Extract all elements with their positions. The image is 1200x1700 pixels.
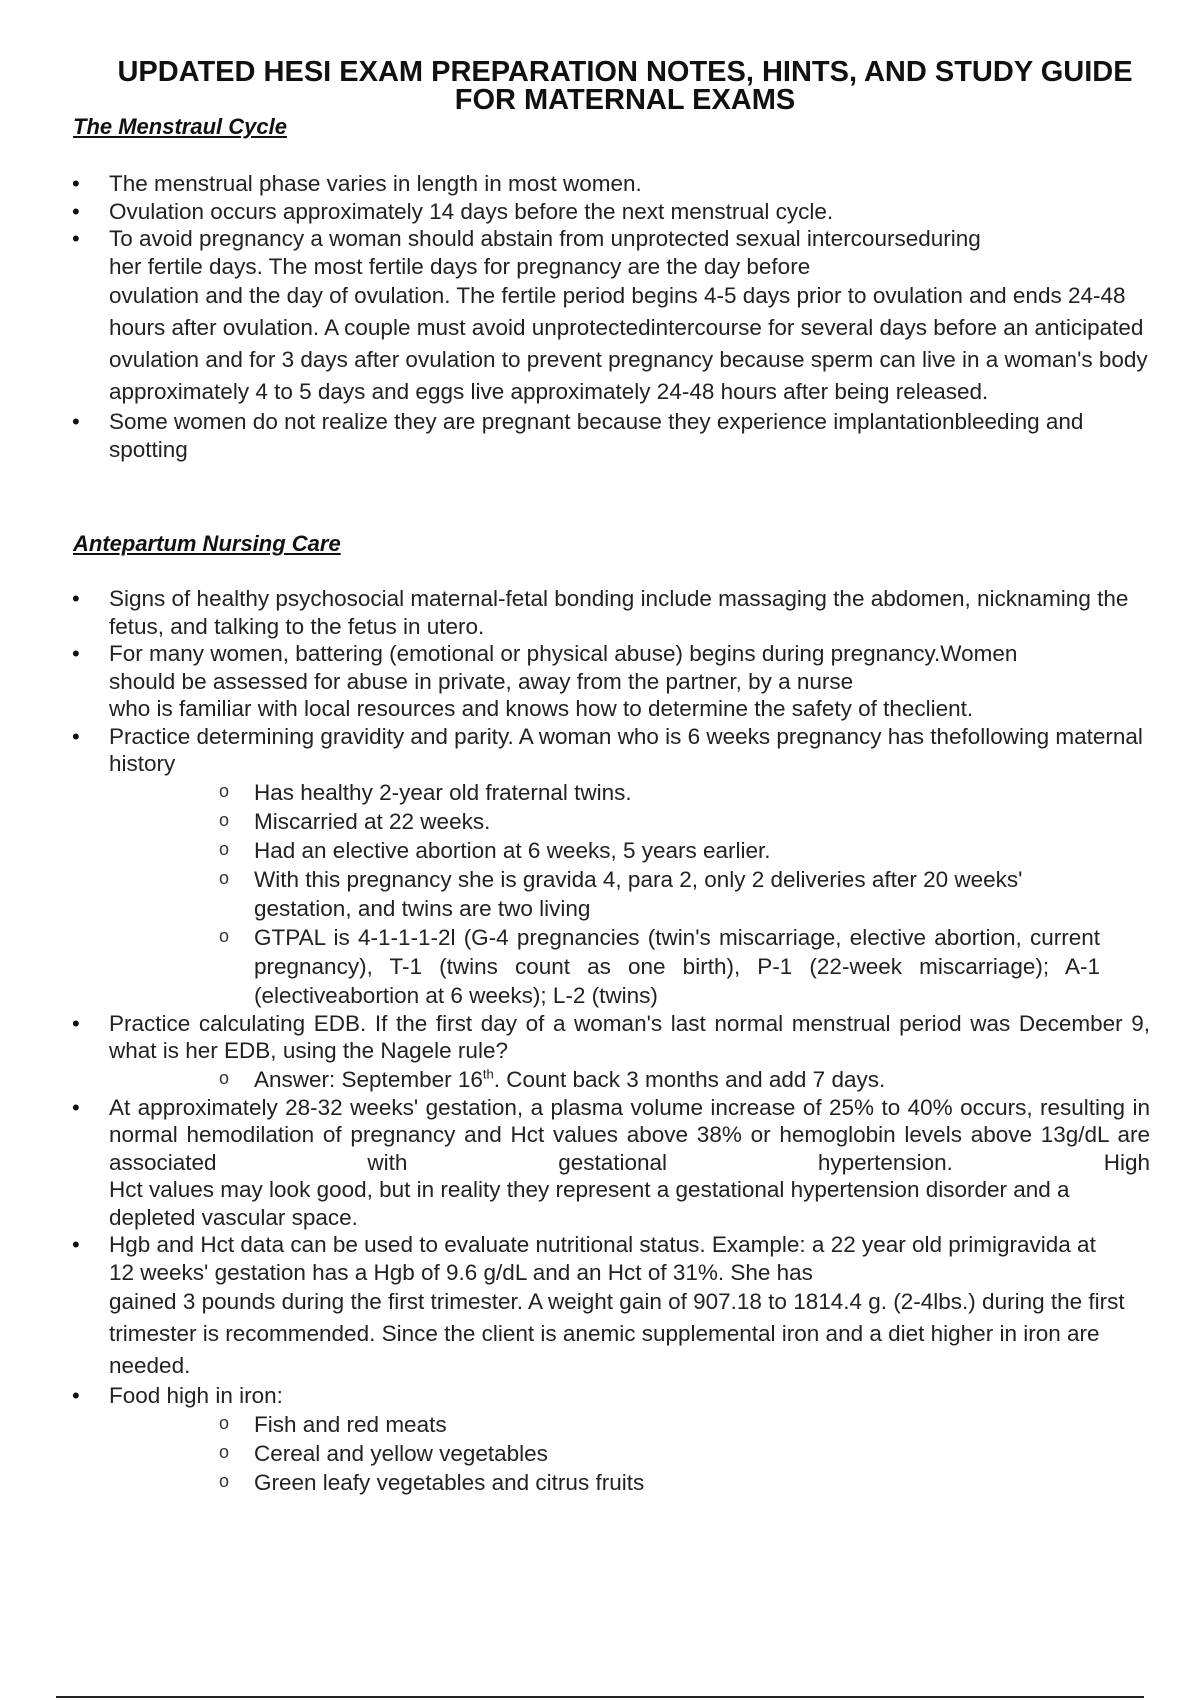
list-item [0,640,1200,723]
list-item-line: • Hgb and Hct data can be used to evaluate nutritional status. Example: a 22 year old primigravida at [109,1232,1096,1257]
list-item: • Some women do not realize they are pregnant because they experience implantationbleeding and spotting [0,408,1200,463]
list-item-text: • Practice calculating EDB. If the first day of a woman's last normal menstrual period was December 9, what is her EDB, using the Nagele rule? [109,1010,1150,1063]
list-item: • The menstrual phase varies in length in most women. [0,170,1200,198]
sub-list [109,1065,1150,1094]
sub-list-item [109,1065,1150,1094]
list-item [0,225,1200,408]
section-heading-antepartum-nursing-care: Antepartum Nursing Care [73,531,341,556]
list-item-line: • For many women, battering (emotional or physical abuse) begins during pregnancy.Women [109,641,1018,666]
list-item-line: 12 weeks' gestation has a Hgb of 9.6 g/dL and an Hct of 31%. She has [109,1259,813,1285]
sub-list-item: o With this pregnancy she is gravida 4, para 2, only 2 deliveries after 20 weeks' gestation, and twins are two living [109,865,1150,923]
menstrual-bullet-list [0,170,1200,463]
sub-list-item: o Had an elective abortion at 6 weeks, 5 years earlier. [109,836,1150,865]
sub-list [109,1410,1150,1497]
list-item-line: • To avoid pregnancy a woman should abstain from unprotected sexual intercourseduring [109,226,981,251]
list-item-text: • Food high in iron: [109,1383,283,1408]
list-item [0,1010,1200,1094]
list-item-line: ovulation and the day of ovulation. The fertile period begins 4-5 days prior to ovulation and ends 24-48 hours after ovulation. A couple must avoid unprotectedintercourse for several days before an anticipated ovulation and for 3 days after ovulation to prevent pregnancy because sperm can live in a woman's body approximately 4 to 5 days and eggs live approximately 24-48 hours after being released. [109,283,1148,404]
list-item-text: • At approximately 28-32 weeks' gestation, a plasma volume increase of 25% to 40% occurs, resulting in normal hemodilation of pregnancy and Hct values above 38% or hemoglobin levels above 13g/dL are associated with gestational hypertension. High [109,1094,1150,1175]
answer-text: Answer: September 16 [254,1066,483,1092]
list-item-line: her fertile days. The most fertile days for pregnancy are the day before [109,253,811,279]
list-item [0,723,1200,1010]
sub-list-item: o Green leafy vegetables and citrus fruits [109,1468,1150,1497]
list-item-text: • Practice determining gravidity and parity. A woman who is 6 weeks pregnancy has thefollowing maternal history [109,723,1143,776]
sub-list-item: o Cereal and yellow vegetables [109,1439,1150,1468]
list-item: • Signs of healthy psychosocial maternal-fetal bonding include massaging the abdomen, nicknaming the fetus, and talking to the fetus in utero. [0,585,1200,640]
sub-list-item: o GTPAL is 4-1-1-1-2l (G-4 pregnancies (twin's miscarriage, elective abortion, current pregnancy), T-1 (twins count as one birth), P-1 (22-week miscarriage); A-1 (electiveabortion at 6 weeks); L-2 (twins) [109,923,1150,1010]
ordinal-suffix: th [482,1066,494,1081]
answer-text: . Count back 3 months and add 7 days. [493,1066,886,1092]
antepartum-bullet-list [0,585,1200,1497]
list-item [0,1382,1200,1497]
sub-list [109,778,1150,1010]
footer-divider [56,1696,1144,1698]
document-title-line-2: FOR MATERNAL EXAMS [454,84,796,116]
section-heading-menstrual-cycle: The Menstraul Cycle [73,114,287,139]
sub-list-item: o Miscarried at 22 weeks. [109,807,1150,836]
list-item [0,1094,1200,1232]
list-item [0,1231,1200,1382]
list-item-line: who is familiar with local resources and knows how to determine the safety of theclient. [109,696,974,721]
list-item-text: Hct values may look good, but in reality they represent a gestational hypertension disorder and a depleted vascular space. [109,1177,1070,1230]
list-item: • Ovulation occurs approximately 14 days before the next menstrual cycle. [0,198,1200,226]
sub-list-item: o Fish and red meats [109,1410,1150,1439]
sub-list-item: o Has healthy 2-year old fraternal twins. [109,778,1150,807]
document-title-line-1: UPDATED HESI EXAM PREPARATION NOTES, HINTS, AND STUDY GUIDE [117,56,1133,88]
list-item-line: gained 3 pounds during the first trimester. A weight gain of 907.18 to 1814.4 g. (2-4lbs.) during the first trimester is recommended. Since the client is anemic supplemental iron and a diet higher in iron are needed. [109,1289,1125,1378]
list-item-line: should be assessed for abuse in private, away from the partner, by a nurse [109,668,854,694]
